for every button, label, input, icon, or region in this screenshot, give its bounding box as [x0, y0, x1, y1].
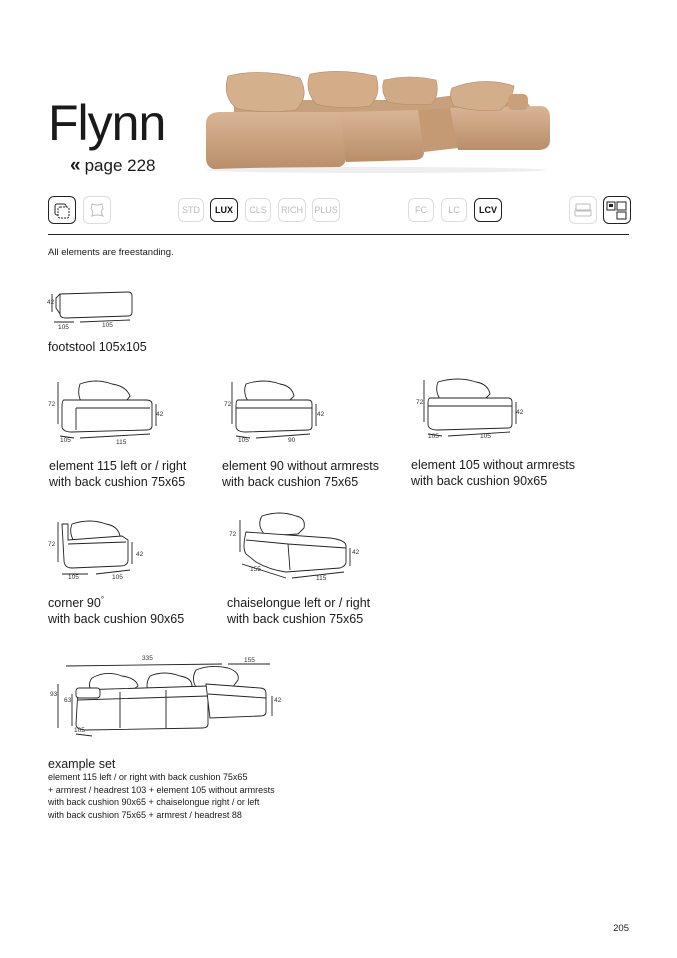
set-desc-line-4: with back cushion 75x65 + armrest / headrest 88	[48, 809, 242, 820]
set-desc-line-2: + armrest / headrest 103 + element 105 without armrests	[48, 784, 275, 795]
header-divider	[48, 234, 629, 235]
dim-depth: 105	[58, 324, 69, 331]
element-115-drawing	[46, 378, 166, 446]
dim-armrest-height: 63	[64, 697, 72, 704]
leather-icon-button[interactable]	[83, 196, 111, 224]
corner-caption	[48, 592, 184, 627]
dim-width: 105	[112, 574, 123, 581]
leather-hide-icon	[84, 197, 110, 223]
footstool-caption: footstool 105x105	[48, 340, 147, 354]
code-cls[interactable]: CLS	[245, 198, 271, 222]
dim-seat: 42	[274, 697, 282, 704]
corner-drawing	[46, 514, 150, 584]
dim-seat: 42	[136, 551, 144, 558]
caption-line-2: with back cushion 75x65	[49, 475, 186, 489]
caption-line-1: element 115 left or / right	[49, 459, 187, 473]
dim-height: 72	[48, 541, 56, 548]
code-lux[interactable]: LUX	[210, 198, 238, 222]
dim-height: 72	[224, 401, 232, 408]
degree-sign: °	[100, 595, 105, 604]
footstool-drawing	[44, 284, 144, 332]
caption-line-1: corner 90	[48, 596, 101, 611]
dim-height: 72	[229, 531, 237, 538]
dim-total-width: 335	[142, 655, 153, 662]
dim-depth: 105	[428, 433, 439, 440]
example-set-drawing	[46, 650, 292, 742]
dim-depth: 105	[74, 727, 85, 734]
dim-width: 115	[116, 439, 127, 446]
code-std[interactable]: STD	[178, 198, 204, 222]
caption-line-1: chaiselongue left or / right	[227, 596, 371, 610]
page-ref-arrow: «	[70, 155, 81, 176]
dim-height: 72	[48, 401, 56, 408]
dim-width: 105	[102, 322, 113, 329]
element-105-drawing	[414, 376, 526, 444]
dim-seat: 42	[317, 411, 325, 418]
dim-seat: 42	[352, 549, 360, 556]
element-115-caption	[49, 458, 186, 490]
page-ref-text: page 228	[84, 156, 156, 175]
example-set-description	[48, 771, 348, 821]
element-105-caption	[411, 457, 575, 489]
dim-depth: 155	[250, 566, 261, 573]
caption-line-1: element 90 without armrests	[222, 459, 380, 473]
caption-line-1: element 105 without armrests	[411, 458, 575, 472]
fabric-swatch-icon	[49, 197, 75, 223]
dim-seat: 42	[516, 409, 524, 416]
layout-icon-button[interactable]	[603, 196, 631, 224]
chaiselongue-caption	[227, 595, 370, 627]
dim-width: 90	[288, 437, 296, 444]
caption-line-2: with back cushion 75x65	[227, 612, 364, 626]
caption-line-2: with back cushion 90x65	[48, 612, 185, 627]
dim-width: 105	[480, 433, 491, 440]
page-number: 205	[613, 923, 629, 934]
dim-height: 93	[50, 691, 58, 698]
caption-line-2: with back cushion 75x65	[222, 475, 359, 489]
set-desc-line-1: element 115 left / or right with back cushion 75x65	[48, 772, 248, 782]
product-title: Flynn	[48, 95, 166, 151]
dim-depth: 105	[68, 574, 79, 581]
chair-icon	[570, 197, 596, 223]
page-reference-link[interactable]	[70, 155, 155, 177]
dim-height: 42	[47, 299, 55, 306]
element-90-drawing	[224, 378, 328, 446]
chair-icon-button[interactable]	[569, 196, 597, 224]
code-plus[interactable]: PLUS	[312, 198, 340, 222]
sofa-photo	[200, 66, 552, 178]
element-90-caption	[222, 458, 379, 490]
code-lc[interactable]: LC	[441, 198, 467, 222]
dim-chaise-length: 155	[244, 657, 255, 664]
dim-seat: 42	[156, 411, 164, 418]
code-rich[interactable]: RICH	[278, 198, 306, 222]
set-desc-line-3: with back cushion 90x65 + chaiselongue right / or left	[48, 797, 260, 807]
dim-width: 115	[316, 575, 327, 582]
layout-elements-icon	[604, 197, 630, 223]
chaiselongue-drawing	[226, 508, 366, 584]
example-set-title: example set	[48, 757, 116, 771]
fabric-icon-button[interactable]	[48, 196, 76, 224]
code-fc[interactable]: FC	[408, 198, 434, 222]
dim-height: 72	[416, 399, 424, 406]
caption-line-2: with back cushion 90x65	[411, 474, 548, 488]
dim-depth: 105	[238, 437, 249, 444]
freestanding-note: All elements are freestanding.	[48, 247, 174, 258]
dim-depth: 105	[60, 437, 71, 444]
code-lcv[interactable]: LCV	[474, 198, 502, 222]
